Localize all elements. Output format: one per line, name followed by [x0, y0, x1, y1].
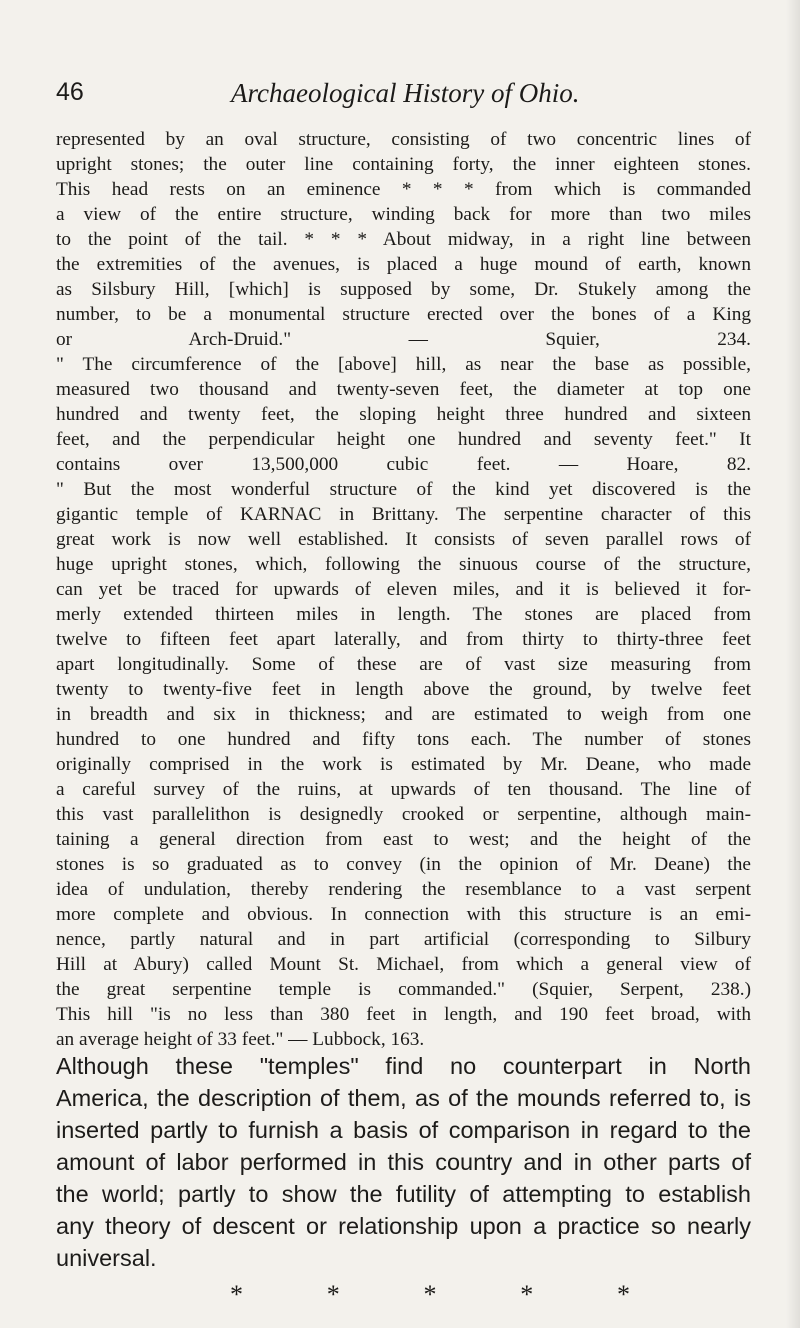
text-line: this vast parallelithon is designedly crooked or serpentine, although main-	[56, 804, 751, 825]
text-line: nence, partly natural and in part artificial (corresponding to Silbury	[56, 929, 751, 950]
text-line: upright stones; the outer line containing forty, the inner eighteen stones.	[56, 154, 751, 175]
text-line: or Arch-Druid." — Squier, 234.	[56, 329, 751, 350]
asterisk-ornament: *	[326, 1280, 340, 1309]
text-line: inserted partly to furnish a basis of comparison in regard to the	[56, 1117, 751, 1143]
text-line: " The circumference of the [above] hill, as near the base as possible,	[56, 354, 751, 375]
text-line: a careful survey of the ruins, at upwards of ten thousand. The line of	[56, 779, 751, 800]
text-line: gigantic temple of KARNAC in Brittany. The serpentine character of this	[56, 504, 751, 525]
text-line: represented by an oval structure, consisting of two concentric lines of	[56, 129, 751, 150]
asterisk-ornament: *	[230, 1280, 243, 1309]
text-line: feet, and the perpendicular height one hundred and seventy feet." It	[56, 429, 751, 450]
text-line: stones is so graduated as to convey (in the opinion of Mr. Deane) the	[56, 854, 751, 875]
text-line: the great serpentine temple is commanded." (Squier, Serpent, 238.)	[56, 979, 751, 1000]
section-separator	[230, 1280, 630, 1310]
text-line: idea of undulation, thereby rendering the resemblance to a vast serpent	[56, 879, 751, 900]
text-line: to the point of the tail. * * * About midway, in a right line between	[56, 229, 751, 250]
text-line: great work is now well established. It consists of seven parallel rows of	[56, 529, 751, 550]
text-line: as Silsbury Hill, [which] is supposed by some, Dr. Stukely among the	[56, 279, 751, 300]
text-line: the world; partly to show the futility of attempting to establish	[56, 1181, 751, 1207]
body-paragraph	[56, 1050, 751, 1274]
text-line: " But the most wonderful structure of the kind yet discovered is the	[56, 479, 751, 500]
page-header	[56, 78, 756, 118]
text-line: huge upright stones, which, following the sinuous course of the structure,	[56, 554, 751, 575]
text-line: contains over 13,500,000 cubic feet. — Hoare, 82.	[56, 454, 751, 475]
text-line: Hill at Abury) called Mount St. Michael, from which a general view of	[56, 954, 751, 975]
asterisk-ornament: *	[520, 1280, 534, 1309]
text-line: Although these "temples" find no counterpart in North	[56, 1053, 751, 1079]
text-line: taining a general direction from east to west; and the height of the	[56, 829, 751, 850]
page-number: 46	[56, 78, 84, 106]
text-line: America, the description of them, as of the mounds referred to, is	[56, 1085, 751, 1111]
text-line: This head rests on an eminence * * * from which is commanded	[56, 179, 751, 200]
text-line: merly extended thirteen miles in length. The stones are placed from	[56, 604, 751, 625]
text-line: in breadth and six in thickness; and are estimated to weigh from one	[56, 704, 751, 725]
text-line: more complete and obvious. In connection with this structure is an emi-	[56, 904, 751, 925]
text-line: This hill "is no less than 380 feet in length, and 190 feet broad, with	[56, 1004, 751, 1025]
text-line: can yet be traced for upwards of eleven miles, and it is believed it for-	[56, 579, 751, 600]
text-line: twelve to fifteen feet apart laterally, and from thirty to thirty-three feet	[56, 629, 751, 650]
text-line: amount of labor performed in this country and in other parts of	[56, 1149, 751, 1175]
text-line: any theory of descent or relationship upon a practice so nearly	[56, 1213, 751, 1239]
text-line: universal.	[56, 1245, 157, 1271]
page-edge-shadow	[786, 0, 800, 1328]
quoted-passage	[56, 127, 751, 1052]
text-line: a view of the entire structure, winding back for more than two miles	[56, 204, 751, 225]
running-title: Archaeological History of Ohio.	[231, 78, 580, 108]
text-line: apart longitudinally. Some of these are of vast size measuring from	[56, 654, 751, 675]
text-line: measured two thousand and twenty-seven feet, the diameter at top one	[56, 379, 751, 400]
text-line: an average height of 33 feet." — Lubbock, 163.	[56, 1029, 425, 1050]
text-line: twenty to twenty-five feet in length above the ground, by twelve feet	[56, 679, 751, 700]
text-line: the extremities of the avenues, is placed a huge mound of earth, known	[56, 254, 751, 275]
asterisk-ornament: *	[423, 1280, 437, 1309]
text-line: number, to be a monumental structure erected over the bones of a King	[56, 304, 751, 325]
asterisk-ornament: *	[617, 1280, 630, 1309]
text-line: hundred to one hundred and fifty tons each. The number of stones	[56, 729, 751, 750]
text-line: hundred and twenty feet, the sloping height three hundred and sixteen	[56, 404, 751, 425]
text-line: originally comprised in the work is estimated by Mr. Deane, who made	[56, 754, 751, 775]
